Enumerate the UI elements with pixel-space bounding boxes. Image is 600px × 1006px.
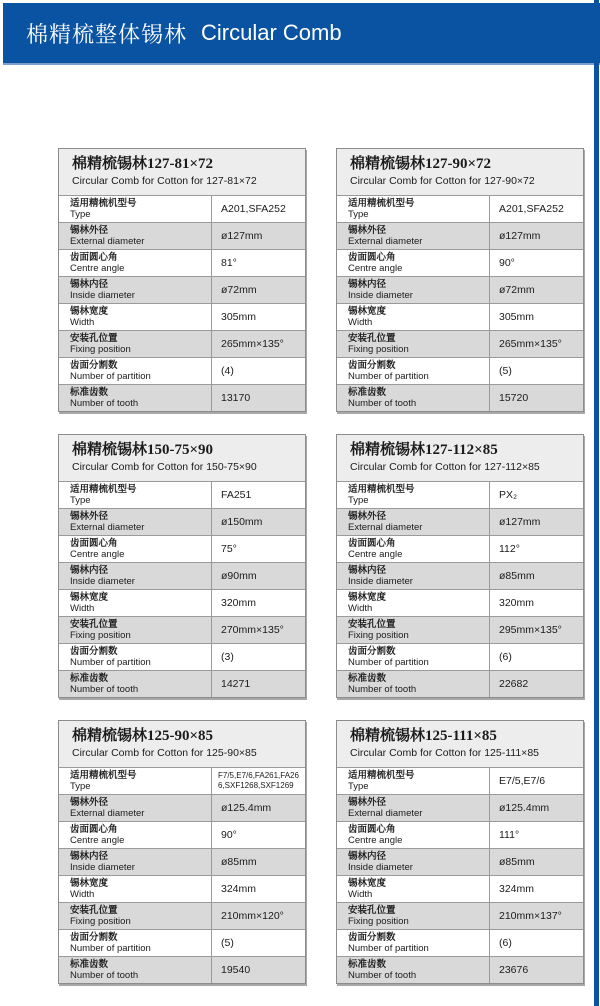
row-value: ø125.4mm [489, 795, 583, 821]
row-label [337, 358, 489, 384]
row-value: ø125.4mm [211, 795, 305, 821]
row-label-zh: 齿面分割数 [348, 645, 396, 657]
row-label-en: Fixing position [70, 916, 131, 927]
row-label-zh: 齿面圆心角 [348, 251, 396, 263]
spec-row [59, 330, 305, 357]
row-value: 112° [489, 536, 583, 562]
row-label-en: Number of tooth [70, 398, 139, 409]
spec-row [59, 670, 305, 697]
row-label-en: Fixing position [348, 344, 409, 355]
row-label-en: Type [70, 781, 91, 792]
spec-table [58, 720, 306, 984]
row-label-zh: 齿面分割数 [348, 359, 396, 371]
spec-row [337, 616, 583, 643]
row-value: ø127mm [211, 223, 305, 249]
spec-row [59, 357, 305, 384]
table-title-box [59, 435, 305, 481]
row-value: 13170 [211, 385, 305, 411]
spec-row [59, 929, 305, 956]
row-label [59, 536, 211, 562]
row-label-en: Type [70, 209, 91, 220]
row-value: (6) [489, 644, 583, 670]
row-label-zh: 锡林外径 [348, 224, 387, 236]
row-label [59, 795, 211, 821]
row-value: 19540 [211, 957, 305, 983]
row-label [337, 509, 489, 535]
row-label-en: Centre angle [348, 549, 403, 560]
row-label-zh: 锡林宽度 [70, 877, 109, 889]
row-label-en: Number of tooth [348, 684, 417, 695]
row-label-zh: 标准齿数 [348, 386, 387, 398]
spec-row [337, 589, 583, 616]
row-label-zh: 锡林外径 [70, 796, 109, 808]
table-rows [337, 195, 583, 411]
table-title-zh: 棉精梳锡林127-90×72 [350, 156, 492, 172]
table-title-en: Circular Comb for Cotton for 127-112×85 [350, 460, 540, 473]
row-label [59, 509, 211, 535]
spec-row [337, 276, 583, 303]
row-label [337, 196, 489, 222]
spec-row [59, 767, 305, 794]
tables-grid [58, 148, 584, 984]
row-label-en: Number of partition [348, 943, 429, 954]
row-label [59, 331, 211, 357]
row-label [337, 822, 489, 848]
row-label [59, 957, 211, 983]
row-label-en: Centre angle [70, 835, 125, 846]
row-value: 265mm×135° [489, 331, 583, 357]
row-value: ø127mm [489, 509, 583, 535]
row-label-en: Number of tooth [70, 970, 139, 981]
row-label [337, 903, 489, 929]
row-value: 320mm [489, 590, 583, 616]
row-value: ø90mm [211, 563, 305, 589]
row-label-zh: 齿面圆心角 [70, 251, 118, 263]
row-label-zh: 安装孔位置 [348, 904, 396, 916]
spec-row [337, 767, 583, 794]
row-value: ø72mm [489, 277, 583, 303]
row-value: 210mm×120° [211, 903, 305, 929]
row-label-en: Number of partition [70, 371, 151, 382]
table-title-en: Circular Comb for Cotton for 125-111×85 [350, 746, 539, 759]
row-label-en: Width [348, 317, 373, 328]
row-label-zh: 标准齿数 [70, 386, 109, 398]
row-label-en: External diameter [70, 236, 145, 247]
row-label [59, 358, 211, 384]
row-label [59, 903, 211, 929]
table-rows [337, 481, 583, 697]
row-value: ø72mm [211, 277, 305, 303]
row-label [337, 250, 489, 276]
row-label-en: External diameter [348, 522, 423, 533]
row-label [59, 223, 211, 249]
row-label-en: Number of tooth [70, 684, 139, 695]
row-label-en: Inside diameter [70, 290, 135, 301]
row-label-zh: 齿面分割数 [70, 931, 118, 943]
row-label [337, 223, 489, 249]
spec-row [337, 222, 583, 249]
spec-row [337, 929, 583, 956]
spec-row [59, 508, 305, 535]
spec-table [336, 434, 584, 698]
row-value: (5) [489, 358, 583, 384]
row-label-en: Inside diameter [70, 576, 135, 587]
row-value: 324mm [489, 876, 583, 902]
table-title-en: Circular Comb for Cotton for 127-90×72 [350, 174, 535, 187]
row-label-en: Width [70, 317, 95, 328]
row-label-zh: 安装孔位置 [348, 618, 396, 630]
row-label-zh: 锡林内径 [348, 850, 387, 862]
table-rows [59, 195, 305, 411]
row-label-zh: 锡林外径 [70, 224, 109, 236]
row-label-zh: 锡林内径 [70, 564, 109, 576]
spec-table [336, 148, 584, 412]
row-value: FA251 [211, 482, 305, 508]
row-label-zh: 锡林宽度 [348, 591, 387, 603]
spec-row [337, 384, 583, 411]
row-label-zh: 锡林内径 [70, 278, 109, 290]
row-label [59, 876, 211, 902]
row-value: 75° [211, 536, 305, 562]
row-label-en: Number of partition [70, 657, 151, 668]
row-value: 111° [489, 822, 583, 848]
row-label-en: Width [70, 603, 95, 614]
row-label-zh: 安装孔位置 [70, 904, 118, 916]
row-label [337, 590, 489, 616]
spec-row [59, 481, 305, 508]
page-title-en: Circular Comb [201, 20, 342, 45]
page-title-zh: 棉精梳整体锡林 [26, 21, 188, 47]
row-value: (3) [211, 644, 305, 670]
row-label-zh: 适用精梳机型号 [348, 197, 415, 209]
spec-row [337, 535, 583, 562]
row-label-en: Centre angle [348, 263, 403, 274]
spec-row [59, 303, 305, 330]
row-label [59, 644, 211, 670]
row-label [337, 482, 489, 508]
row-value: F7/5,E7/6,FA261,FA266,SXF1268,SXF1269 [211, 768, 305, 794]
row-label-en: Number of tooth [348, 970, 417, 981]
table-title-box [59, 149, 305, 195]
table-title-box [337, 149, 583, 195]
spec-row [337, 821, 583, 848]
row-label-en: Inside diameter [70, 862, 135, 873]
right-accent-stripe [594, 0, 599, 1006]
spec-row [59, 848, 305, 875]
row-label-zh: 标准齿数 [70, 958, 109, 970]
spec-row [337, 357, 583, 384]
row-value: 90° [211, 822, 305, 848]
spec-row [59, 821, 305, 848]
row-label-zh: 齿面圆心角 [70, 823, 118, 835]
row-label-zh: 齿面分割数 [348, 931, 396, 943]
row-label-zh: 锡林内径 [70, 850, 109, 862]
row-label [59, 590, 211, 616]
spec-table [58, 434, 306, 698]
row-label-en: Inside diameter [348, 576, 413, 587]
row-label [337, 849, 489, 875]
row-label [59, 849, 211, 875]
spec-row [337, 848, 583, 875]
row-label-en: External diameter [348, 236, 423, 247]
page-header [3, 3, 600, 65]
row-value: ø127mm [489, 223, 583, 249]
row-value: 23676 [489, 957, 583, 983]
spec-row [59, 222, 305, 249]
row-label-en: Width [348, 889, 373, 900]
row-value: 305mm [211, 304, 305, 330]
row-value: (4) [211, 358, 305, 384]
row-label [59, 385, 211, 411]
row-label [337, 385, 489, 411]
spec-row [337, 902, 583, 929]
spec-row [59, 249, 305, 276]
row-label [59, 250, 211, 276]
row-label-zh: 锡林宽度 [70, 591, 109, 603]
row-label-en: Number of partition [70, 943, 151, 954]
row-value: 81° [211, 250, 305, 276]
row-value: 22682 [489, 671, 583, 697]
row-label [59, 617, 211, 643]
row-label [337, 795, 489, 821]
row-label-zh: 锡林内径 [348, 564, 387, 576]
table-title-zh: 棉精梳锡林127-112×85 [350, 442, 498, 458]
row-label [59, 671, 211, 697]
spec-row [337, 956, 583, 983]
spec-table [58, 148, 306, 412]
row-label-en: Number of partition [348, 657, 429, 668]
row-label [337, 768, 489, 794]
row-label [337, 957, 489, 983]
row-label-en: Type [348, 781, 369, 792]
row-value: E7/5,E7/6 [489, 768, 583, 794]
row-value: 15720 [489, 385, 583, 411]
row-label [59, 196, 211, 222]
row-value: ø85mm [211, 849, 305, 875]
row-value: PX₂ [489, 482, 583, 508]
row-value: 270mm×135° [211, 617, 305, 643]
row-label-en: Centre angle [348, 835, 403, 846]
row-value: 320mm [211, 590, 305, 616]
spec-row [337, 643, 583, 670]
row-value: 210mm×137° [489, 903, 583, 929]
row-label-en: Number of partition [348, 371, 429, 382]
table-title-en: Circular Comb for Cotton for 127-81×72 [72, 174, 257, 187]
row-label-zh: 安装孔位置 [348, 332, 396, 344]
row-value: (6) [489, 930, 583, 956]
spec-row [59, 902, 305, 929]
table-title-box [337, 721, 583, 767]
row-label-en: Fixing position [70, 630, 131, 641]
spec-row [337, 481, 583, 508]
spec-row [337, 670, 583, 697]
row-label-zh: 锡林外径 [348, 796, 387, 808]
row-label-en: Fixing position [348, 916, 409, 927]
row-label [59, 277, 211, 303]
row-label-zh: 安装孔位置 [70, 618, 118, 630]
row-label-zh: 齿面圆心角 [348, 823, 396, 835]
row-value: 324mm [211, 876, 305, 902]
row-label [337, 304, 489, 330]
spec-row [337, 330, 583, 357]
row-value: (5) [211, 930, 305, 956]
row-label [59, 482, 211, 508]
row-value: ø150mm [211, 509, 305, 535]
row-label-zh: 锡林宽度 [348, 877, 387, 889]
table-title-en: Circular Comb for Cotton for 125-90×85 [72, 746, 257, 759]
row-label-en: Centre angle [70, 549, 125, 560]
spec-row [59, 794, 305, 821]
table-title-box [59, 721, 305, 767]
row-value: ø85mm [489, 563, 583, 589]
row-label-en: Number of tooth [348, 398, 417, 409]
row-label-zh: 标准齿数 [70, 672, 109, 684]
row-label [59, 563, 211, 589]
row-label [337, 876, 489, 902]
row-label [59, 768, 211, 794]
row-value: 295mm×135° [489, 617, 583, 643]
row-label-en: Width [348, 603, 373, 614]
row-label [337, 617, 489, 643]
row-label-en: Inside diameter [348, 862, 413, 873]
spec-row [337, 794, 583, 821]
spec-row [59, 562, 305, 589]
row-label [337, 930, 489, 956]
spec-row [59, 616, 305, 643]
table-rows [59, 481, 305, 697]
row-value: ø85mm [489, 849, 583, 875]
spec-row [337, 875, 583, 902]
table-title-en: Circular Comb for Cotton for 150-75×90 [72, 460, 257, 473]
row-label-zh: 锡林外径 [348, 510, 387, 522]
row-label [337, 671, 489, 697]
spec-row [59, 535, 305, 562]
row-label [337, 644, 489, 670]
row-label-zh: 标准齿数 [348, 958, 387, 970]
row-label [337, 536, 489, 562]
row-label-en: Type [348, 209, 369, 220]
row-value: A201,SFA252 [211, 196, 305, 222]
row-label-en: Type [348, 495, 369, 506]
spec-row [59, 589, 305, 616]
spec-row [59, 643, 305, 670]
row-label-zh: 安装孔位置 [70, 332, 118, 344]
row-label-zh: 锡林外径 [70, 510, 109, 522]
row-label [337, 331, 489, 357]
spec-row [59, 276, 305, 303]
row-label-zh: 齿面圆心角 [70, 537, 118, 549]
row-label-zh: 适用精梳机型号 [70, 769, 137, 781]
row-label [59, 822, 211, 848]
row-value: 265mm×135° [211, 331, 305, 357]
table-title-zh: 棉精梳锡林125-90×85 [72, 728, 214, 744]
table-title-box [337, 435, 583, 481]
row-label-zh: 标准齿数 [348, 672, 387, 684]
row-label [337, 563, 489, 589]
row-value: 14271 [211, 671, 305, 697]
row-label-zh: 适用精梳机型号 [70, 483, 137, 495]
row-label-zh: 适用精梳机型号 [348, 483, 415, 495]
row-label-en: Fixing position [348, 630, 409, 641]
row-value: 90° [489, 250, 583, 276]
row-label-en: Width [70, 889, 95, 900]
row-label-zh: 锡林宽度 [348, 305, 387, 317]
row-label-en: External diameter [348, 808, 423, 819]
row-label-zh: 锡林宽度 [70, 305, 109, 317]
row-label-zh: 齿面分割数 [70, 359, 118, 371]
row-value: A201,SFA252 [489, 196, 583, 222]
table-rows [337, 767, 583, 983]
spec-row [337, 303, 583, 330]
row-label-en: Inside diameter [348, 290, 413, 301]
spec-row [337, 508, 583, 535]
table-title-zh: 棉精梳锡林127-81×72 [72, 156, 214, 172]
row-label-zh: 锡林内径 [348, 278, 387, 290]
row-label-en: Centre angle [70, 263, 125, 274]
spec-row [337, 249, 583, 276]
spec-row [59, 956, 305, 983]
spec-row [59, 195, 305, 222]
row-label-en: External diameter [70, 808, 145, 819]
row-label-zh: 适用精梳机型号 [348, 769, 415, 781]
row-value: 305mm [489, 304, 583, 330]
row-label [59, 304, 211, 330]
row-label-zh: 适用精梳机型号 [70, 197, 137, 209]
table-title-zh: 棉精梳锡林150-75×90 [72, 442, 214, 458]
row-label [59, 930, 211, 956]
row-label [337, 277, 489, 303]
row-label-zh: 齿面圆心角 [348, 537, 396, 549]
spec-table [336, 720, 584, 984]
row-label-zh: 齿面分割数 [70, 645, 118, 657]
table-rows [59, 767, 305, 983]
table-title-zh: 棉精梳锡林125-111×85 [350, 728, 497, 744]
spec-row [59, 384, 305, 411]
row-label-en: Type [70, 495, 91, 506]
row-label-en: Fixing position [70, 344, 131, 355]
spec-row [337, 195, 583, 222]
spec-row [59, 875, 305, 902]
spec-row [337, 562, 583, 589]
row-label-en: External diameter [70, 522, 145, 533]
